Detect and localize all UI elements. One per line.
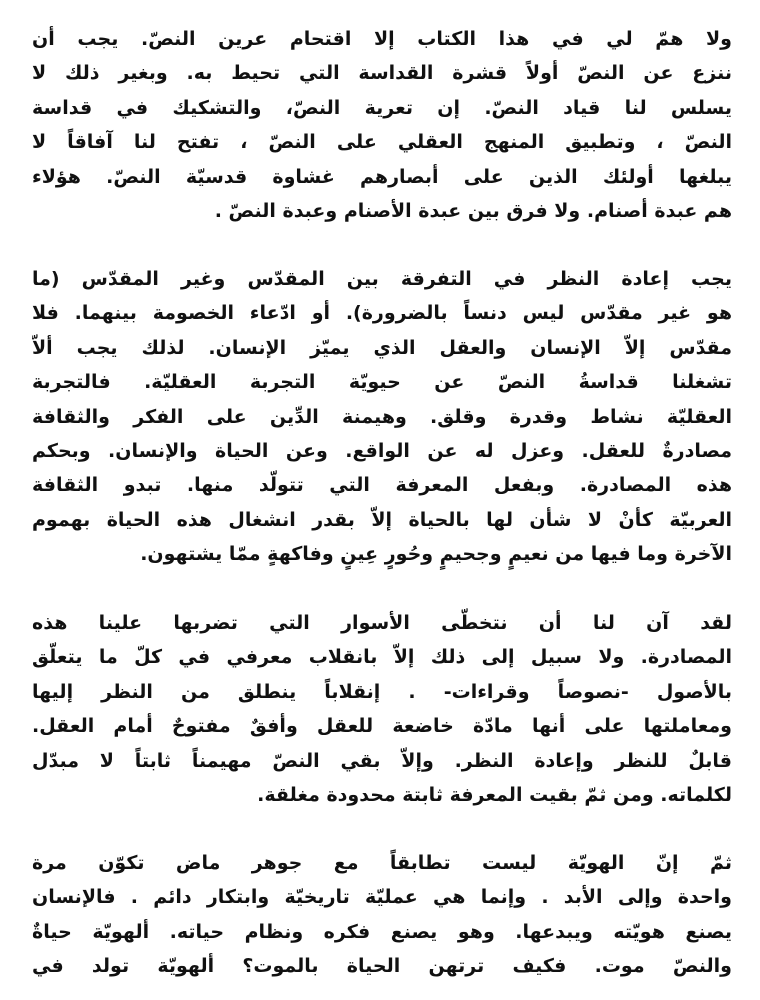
text-line: العربيّة كأنْ لا شأن لها بالحياة إلاّ بقدر انشغال هذه الحياة بهموم	[32, 508, 732, 531]
text-line: لكلماته. ومن ثمّ بقيت المعرفة ثابتة محدودة مغلقة.	[257, 783, 732, 806]
text-line: هم عبدة أصنام. ولا فرق بين عبدة الأصنام وعبدة النصّ .	[214, 199, 732, 222]
text-line: يجب إعادة النظر في التفرقة بين المقدّس وغير المقدّس (ما	[32, 268, 732, 290]
text-line: لقد آن لنا أن نتخطّى الأسوار التي تضربها علينا هذه	[32, 612, 732, 634]
text-line: مصادرةٌ للعقل. وعزل له عن الواقع. وعن الحياة والإنسان. وبحكم	[32, 439, 732, 462]
text-line: ثمّ إنّ الهويّة ليست تطابقاً مع جوهر ماض تكوّن مرة	[32, 852, 732, 874]
text-line: ولا همّ لي في هذا الكتاب إلا اقتحام عرين النصّ. يجب أن	[32, 28, 732, 50]
text-line: يصنع هويّته ويبدعها. وهو يصنع فكره ونظام حياته. ألهويّة حياةٌ	[32, 920, 732, 943]
text-line: الآخرة وما فيها من نعيمٍ وجحيمٍ وحُورٍ عِينٍ وفاكهةٍ ممّا يشتهون.	[140, 543, 732, 566]
paragraph-2	[32, 262, 732, 572]
text-line: ننزع عن النصّ أولاً قشرة القداسة التي تحيط به. وبغير ذلك لا	[32, 62, 732, 85]
text-line: العقليّة نشاط وقدرة وقلق. وهيمنة الدِّين على الفكر والثقافة	[32, 405, 732, 428]
text-line: تشغلنا قداسةُ النصّ عن حيويّة التجربة العقليّة. فالتجربة	[32, 371, 732, 394]
text-line: يبلغها أولئك الذين على أبصارهم غشاوة قدسيّة النصّ. هؤلاء	[32, 165, 732, 188]
text-line: ومعاملتها على أنها مادّة خاضعة للعقل وأفقٌ مفتوحٌ أمام العقل.	[32, 715, 732, 738]
paragraph-3	[32, 606, 732, 812]
text-line: النصّ ، وتطبيق المنهج العقلي على النصّ ، تفتح لنا آفاقاً لا	[32, 131, 732, 154]
text-line: هذه المصادرة. وبفعل المعرفة التي تتولّد منها. تبدو الثقافة	[32, 474, 732, 497]
text-line: والنصّ موت. فكيف ترتهن الحياة بالموت؟ ألهويّة تولد في	[32, 955, 732, 978]
text-line: المصادرة. ولا سبيل إلى ذلك إلاّ بانقلاب معرفي في كلّ ما يتعلّق	[32, 646, 732, 669]
text-line: مقدّس إلاّ الإنسان والعقل الذي يميّز الإنسان. لذلك يجب ألاّ	[32, 336, 732, 359]
text-line: قابلٌ للنظر وإعادة النظر. وإلاّ بقي النصّ مهيمناً ثابتاً لا مبدّل	[32, 749, 732, 772]
text-line: واحدة وإلى الأبد . وإنما هي عمليّة تاريخيّة وابتكار دائم . فالإنسان	[32, 886, 732, 909]
text-line: بالأصول -نصوصاً وقراءات- . إنقلاباً ينطلق من النظر إليها	[32, 680, 732, 703]
paragraph-4	[32, 846, 732, 984]
text-line: يسلس لنا قياد النصّ. إن تعرية النصّ، والتشكيك في قداسة	[32, 96, 732, 119]
text-line: هو غير مقدّس ليس دنساً بالضرورة). أو ادّعاء الخصومة بينهما. فلا	[32, 302, 732, 325]
paragraph-1	[32, 22, 732, 228]
